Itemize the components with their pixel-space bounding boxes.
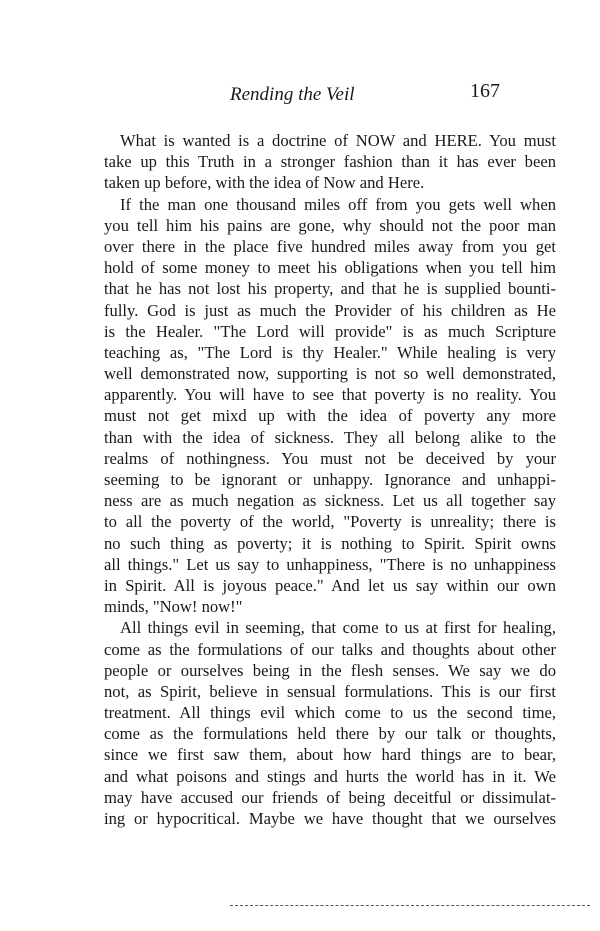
text-line: come as the formulations of our talks and thoughts about other	[104, 639, 556, 659]
text-line: minds, "Now! now!"	[104, 597, 243, 617]
text-line: not, as Spirit, believe in sensual formulations. This is our first	[104, 681, 556, 701]
text-line: apparently. You will have to see that poverty is no reality. You	[104, 385, 556, 405]
text-line: All things evil in seeming, that come to us at first for healing,	[120, 618, 556, 638]
text-line: ing or hypocritical. Maybe we have thought that we ourselves	[104, 809, 556, 828]
text-line: teaching as, "The Lord is thy Healer." While healing is very	[104, 342, 556, 362]
text-line: since we first saw them, about how hard things are to bear,	[104, 745, 556, 765]
text-line: all things." Let us say to unhappiness, "There is no unhappiness	[104, 554, 556, 574]
text-line: you tell him his pains are gone, why should not the poor man	[104, 215, 556, 235]
page-number: 167	[470, 80, 500, 102]
body-text	[104, 130, 556, 829]
text-line: What is wanted is a doctrine of NOW and HERE. You must	[120, 131, 556, 150]
text-line: taken up before, with the idea of Now and Here.	[104, 173, 425, 193]
text-line: If the man one thousand miles off from you gets well when	[120, 194, 556, 214]
text-line: people or ourselves being in the flesh senses. We say we do	[104, 660, 556, 680]
text-line: in Spirit. All is joyous peace." And let us say within our own	[104, 575, 556, 595]
running-title: Rending the Veil	[230, 84, 355, 105]
text-line: and what poisons and stings and hurts the world has in it. We	[104, 766, 556, 786]
text-line: well demonstrated now, supporting is not so well demonstrated,	[104, 364, 556, 384]
bottom-rule	[230, 905, 590, 906]
text-line: fully. God is just as much the Provider of his children as He	[104, 300, 556, 320]
text-line: than with the idea of sickness. They all belong alike to the	[104, 427, 556, 447]
text-line: seeming to be ignorant or unhappy. Ignorance and unhappi-	[104, 470, 556, 489]
text-line: is the Healer. "The Lord will provide" is as much Scripture	[104, 321, 556, 341]
text-line: that he has not lost his property, and that he is supplied bounti-	[104, 279, 556, 299]
text-line: must not get mixd up with the idea of poverty any more	[104, 406, 556, 426]
text-line: over there in the place five hundred miles away from you get	[104, 236, 556, 256]
text-line: to all the poverty of the world, "Poverty is unreality; there is	[104, 512, 556, 532]
text-line: take up this Truth in a stronger fashion than it has ever been	[104, 152, 556, 172]
text-line: realms of nothingness. You must not be deceived by your	[104, 448, 556, 468]
text-line: no such thing as poverty; it is nothing to Spirit. Spirit owns	[104, 533, 556, 553]
text-line: treatment. All things evil which come to us the second time,	[104, 703, 556, 723]
text-line: ness are as much negation as sickness. Let us all together say	[104, 491, 556, 511]
text-line: come as the formulations held there by our talk or thoughts,	[104, 724, 556, 744]
text-line: may have accused our friends of being deceitful or dissimulat-	[104, 787, 556, 807]
text-line: hold of some money to meet his obligations when you tell him	[104, 258, 556, 278]
